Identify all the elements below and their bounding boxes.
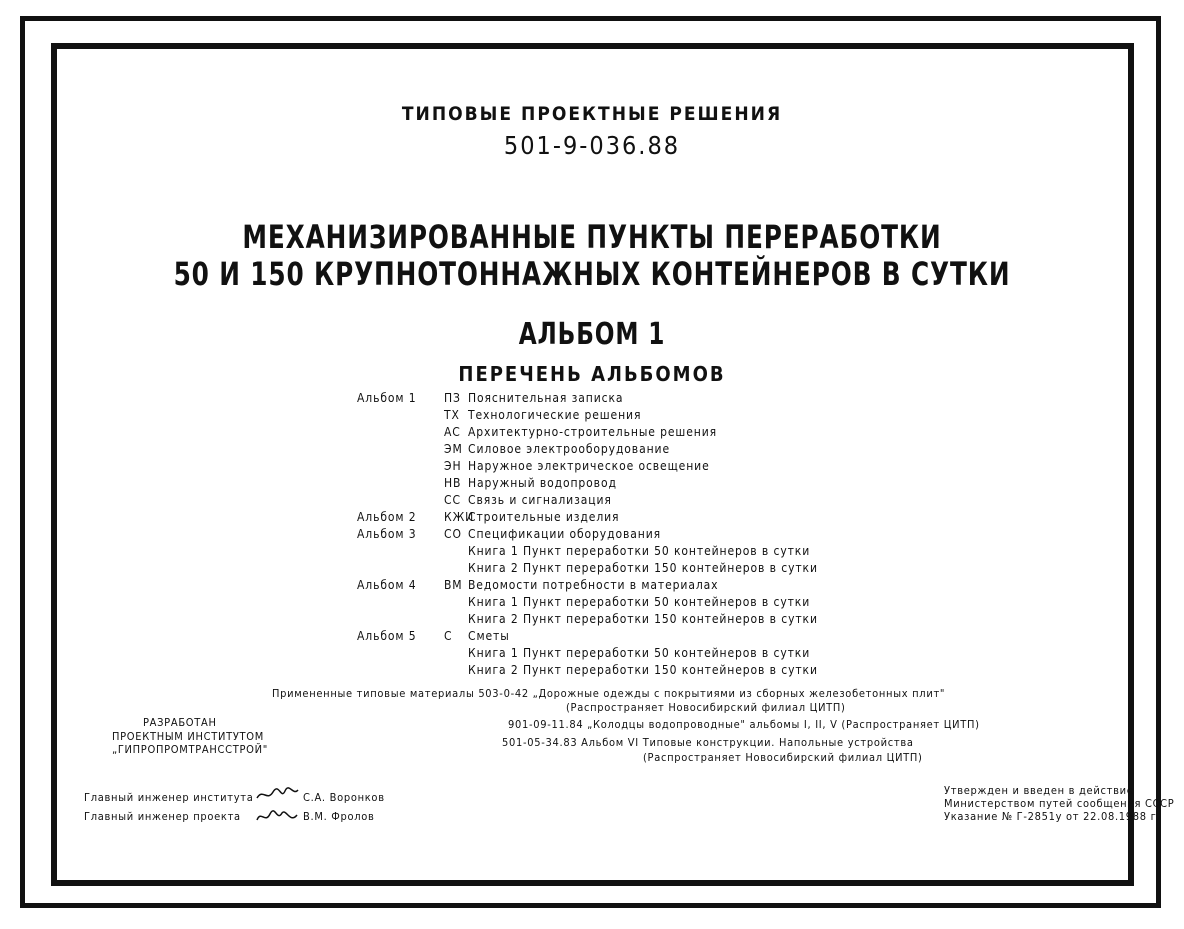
list-section-name: Строительные изделия <box>468 510 620 524</box>
list-code: С <box>444 629 453 643</box>
document-number: 501-9-036.88 <box>503 131 681 160</box>
developer-line-3: „ГИПРОПРОМТРАНССТРОЙ" <box>112 743 268 756</box>
list-heading: ПЕРЕЧЕНЬ АЛЬБОМОВ <box>458 362 726 386</box>
list-section-name: Сметы <box>468 629 510 643</box>
approval-line-1: Утвержден и введен в действие <box>944 784 1134 797</box>
list-section-name: Наружный водопровод <box>468 476 617 490</box>
list-album-label: Альбом 1 <box>357 391 417 405</box>
list-book-item: Книга 2 Пункт переработки 150 контейнеров в сутки <box>468 663 818 677</box>
chief-institute-label: Главный инженер института <box>84 791 254 804</box>
list-section-name: Пояснительная записка <box>468 391 624 405</box>
list-section-name: Связь и сигнализация <box>468 493 612 507</box>
series-heading: ТИПОВЫЕ ПРОЕКТНЫЕ РЕШЕНИЯ <box>401 103 783 125</box>
approval-line-2: Министерством путей сообщения СССР <box>944 797 1175 810</box>
signature-frolov <box>255 806 299 830</box>
list-code: ЭМ <box>444 442 463 456</box>
list-code: СО <box>444 527 462 541</box>
list-book-item: Книга 2 Пункт переработки 150 контейнеров в сутки <box>468 561 818 575</box>
list-code: АС <box>444 425 461 439</box>
list-album-label: Альбом 4 <box>357 578 417 592</box>
list-album-label: Альбом 2 <box>357 510 417 524</box>
applied-materials-line-1: Примененные типовые материалы 503-0-42 „Дорожные одежды с покрытиями из сборных железобетонных плит" <box>272 687 946 700</box>
list-book-item: Книга 2 Пункт переработки 150 контейнеров в сутки <box>468 612 818 626</box>
title-line-1: МЕХАНИЗИРОВАННЫЕ ПУНКТЫ ПЕРЕРАБОТКИ <box>242 218 942 256</box>
approval-line-3: Указание № Г-2851у от 22.08.1988 г. <box>944 810 1161 823</box>
list-code: ЭН <box>444 459 462 473</box>
applied-materials-line-2: (Распространяет Новосибирский филиал ЦИТП) <box>566 701 846 714</box>
signature-voronkov <box>255 786 299 808</box>
list-section-name: Архитектурно-строительные решения <box>468 425 718 439</box>
title-line-2: 50 И 150 КРУПНОТОННАЖНЫХ КОНТЕЙНЕРОВ В СУТКИ <box>173 255 1011 293</box>
list-album-label: Альбом 5 <box>357 629 417 643</box>
list-book-item: Книга 1 Пункт переработки 50 контейнеров в сутки <box>468 544 811 558</box>
applied-materials-line-4: 501-05-34.83 Альбом VI Типовые конструкции. Напольные устройства <box>502 736 914 749</box>
chief-institute-name: С.А. Воронков <box>303 791 385 804</box>
list-code: СС <box>444 493 461 507</box>
developer-line-1: РАЗРАБОТАН <box>143 716 217 729</box>
list-section-name: Спецификации оборудования <box>468 527 662 541</box>
developer-line-2: ПРОЕКТНЫМ ИНСТИТУТОМ <box>112 730 265 743</box>
list-code: НВ <box>444 476 462 490</box>
list-album-label: Альбом 3 <box>357 527 417 541</box>
list-book-item: Книга 1 Пункт переработки 50 контейнеров в сутки <box>468 646 811 660</box>
list-code: ВМ <box>444 578 463 592</box>
chief-project-label: Главный инженер проекта <box>84 810 241 823</box>
list-section-name: Технологические решения <box>468 408 642 422</box>
list-book-item: Книга 1 Пункт переработки 50 контейнеров в сутки <box>468 595 811 609</box>
applied-materials-line-3: 901-09-11.84 „Колодцы водопроводные" альбомы I, II, V (Распространяет ЦИТП) <box>508 718 980 731</box>
applied-materials-line-5: (Распространяет Новосибирский филиал ЦИТП) <box>643 751 923 764</box>
chief-project-name: В.М. Фролов <box>303 810 375 823</box>
album-heading: АЛЬБОМ 1 <box>518 317 666 352</box>
list-code: КЖИ <box>444 510 475 524</box>
list-section-name: Наружное электрическое освещение <box>468 459 710 473</box>
list-section-name: Ведомости потребности в материалах <box>468 578 719 592</box>
list-code: ПЗ <box>444 391 461 405</box>
list-section-name: Силовое электрооборудование <box>468 442 671 456</box>
list-code: ТХ <box>444 408 460 422</box>
